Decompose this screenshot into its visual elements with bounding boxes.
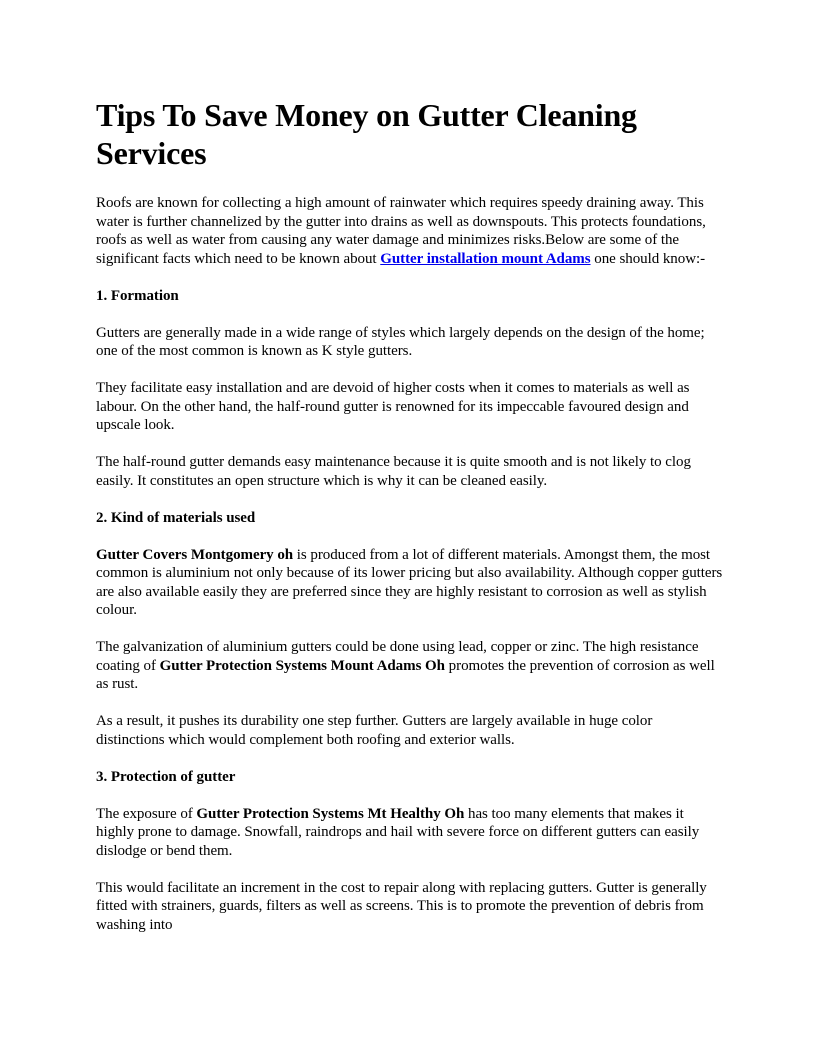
protection-paragraph-1 [96,805,724,861]
materials-bold-term: Gutter Covers Montgomery oh [96,546,294,563]
materials-p2-bold-term: Gutter Protection Systems Mount Adams Oh [159,657,445,674]
formation-paragraph-3: The half-round gutter demands easy maintenance because it is quite smooth and is not likely to clog easily. It constitutes an open structure which is why it can be cleaned easily. [96,454,691,489]
intro-paragraph [96,194,724,268]
formation-paragraph-1: Gutters are generally made in a wide range of styles which largely depends on the design of the home; one of the most common is known as K style gutters. [96,324,705,359]
document-page [96,96,724,953]
section-heading-formation: 1. Formation [96,287,179,304]
materials-p2-before: The galvanization of aluminium gutters could be done using lead, copper or zinc. The high resistance coating of [96,639,699,674]
materials-p1-rest: is produced from a lot of different materials. Amongst them, the most common is aluminium not only because of its lower pricing but also availability. Although copper gutters are also available easily they are preferred since they are highly resistant to corrosion as well as stylish colour. [96,546,723,618]
protection-p1-before: The exposure of [96,805,197,822]
section-heading-protection: 3. Protection of gutter [96,768,236,785]
protection-p1-after: has too many elements that makes it highly prone to damage. Snowfall, raindrops and hail with severe force on different gutters can easily dislodge or bend them. [96,805,700,859]
section-heading-materials: 2. Kind of materials used [96,509,256,526]
intro-text-before: Roofs are known for collecting a high amount of rainwater which requires speedy draining away. This water is further channelized by the gutter into drains as well as downspouts. This protects foundations, roofs as well as water from causing any water damage and minimizes risks.Below are some of the significant facts which need to be known about [96,195,706,267]
materials-p2-after: promotes the prevention of corrosion as well as rust. [96,657,715,692]
formation-paragraph-2: They facilitate easy installation and are devoid of higher costs when it comes to materials as well as labour. On the other hand, the half-round gutter is renowned for its impeccable favoured design and upscale look. [96,380,690,433]
gutter-installation-link[interactable]: Gutter installation mount Adams [380,250,591,267]
materials-paragraph-1 [96,546,724,620]
page-title: Tips To Save Money on Gutter Cleaning Services [96,97,637,171]
materials-paragraph-2 [96,638,724,694]
intro-text-after: one should know:- [590,250,706,267]
protection-paragraph-2: This would facilitate an increment in the cost to repair along with replacing gutters. Gutter is generally fitted with strainers, guards, filters as well as screens. This is to promote the prevention of debris from washing into [96,879,707,933]
protection-bold-term: Gutter Protection Systems Mt Healthy Oh [196,805,465,822]
materials-paragraph-3: As a result, it pushes its durability one step further. Gutters are largely available in huge color distinctions which would complement both roofing and exterior walls. [96,713,653,748]
